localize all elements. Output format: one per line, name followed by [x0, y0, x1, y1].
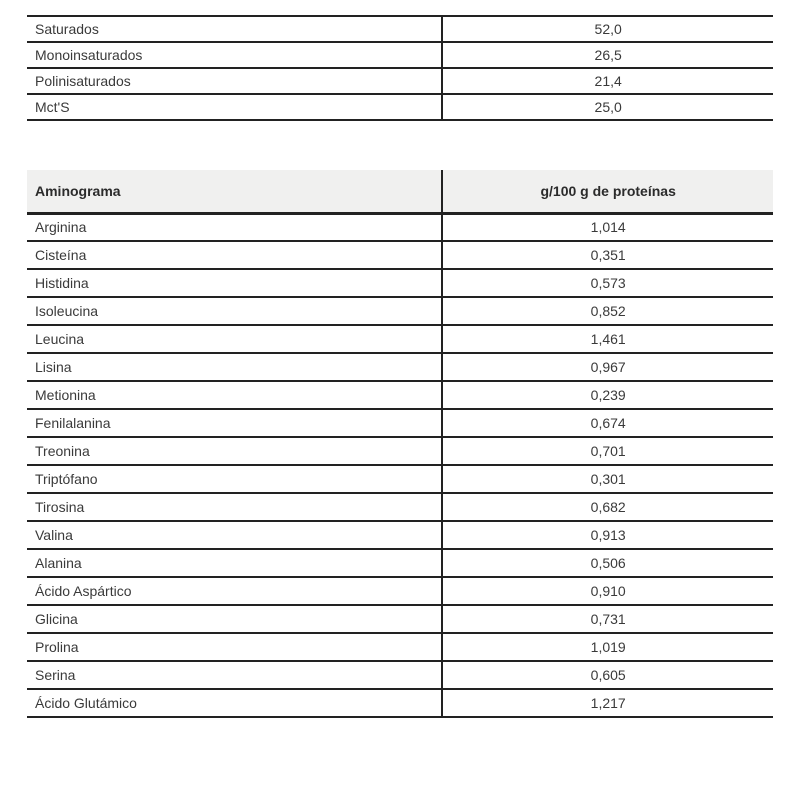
row-value-cell: 0,605 — [590, 667, 626, 683]
row-label-cell: Ácido Glutámico — [27, 689, 442, 717]
table-row — [27, 325, 773, 353]
table-row — [27, 493, 773, 521]
table-row — [27, 241, 773, 269]
row-value-cell: 26,5 — [594, 47, 622, 63]
row-value-cell: 1,019 — [590, 639, 626, 655]
row-label-cell: Cisteína — [27, 241, 442, 269]
row-value-cell: 1,461 — [590, 331, 626, 347]
table-row — [27, 353, 773, 381]
row-label-cell: Glicina — [27, 605, 442, 633]
table-row — [27, 661, 773, 689]
row-label-cell: Metionina — [27, 381, 442, 409]
row-label-cell: Fenilalanina — [27, 409, 442, 437]
row-value-cell: 0,301 — [590, 471, 626, 487]
row-label-cell: Isoleucina — [27, 297, 442, 325]
row-label-cell: Arginina — [27, 213, 442, 241]
row-label-cell: Treonina — [27, 437, 442, 465]
table-row — [27, 42, 773, 68]
table-row — [27, 269, 773, 297]
table-row — [27, 213, 773, 241]
table-row — [27, 577, 773, 605]
row-label-cell: Tirosina — [27, 493, 442, 521]
row-value-cell: 0,701 — [590, 443, 626, 459]
row-label-cell: Serina — [27, 661, 442, 689]
row-value-cell: 52,0 — [594, 21, 622, 37]
table-row — [27, 68, 773, 94]
row-value-cell: 0,351 — [590, 247, 626, 263]
row-label-cell: Polinisaturados — [27, 68, 442, 94]
table-row — [27, 689, 773, 717]
row-value-cell: 0,682 — [590, 499, 626, 515]
table-row — [27, 381, 773, 409]
table-row — [27, 465, 773, 493]
table-row — [27, 16, 773, 42]
row-value-cell: 0,910 — [590, 583, 626, 599]
table-row — [27, 521, 773, 549]
row-value-cell: 25,0 — [594, 99, 622, 115]
table-row — [27, 633, 773, 661]
lipids-table — [27, 15, 773, 121]
row-label-cell: Prolina — [27, 633, 442, 661]
row-label-cell: Ácido Aspártico — [27, 577, 442, 605]
table-row — [27, 94, 773, 120]
header-cell-units: g/100 g de proteínas — [540, 182, 676, 199]
row-label-cell: Alanina — [27, 549, 442, 577]
row-label-cell: Monoinsaturados — [27, 42, 442, 68]
aminogram-table-header — [27, 170, 773, 213]
aminogram-table-body — [27, 213, 773, 717]
row-label-cell: Valina — [27, 521, 442, 549]
row-label-cell: Lisina — [27, 353, 442, 381]
row-value-cell: 0,674 — [590, 415, 626, 431]
table-row — [27, 549, 773, 577]
row-label-cell: Triptófano — [27, 465, 442, 493]
aminogram-table — [27, 170, 773, 718]
header-cell-aminograma: Aminograma — [27, 170, 442, 213]
row-label-cell: Mct'S — [27, 94, 442, 120]
row-value-cell: 0,573 — [590, 275, 626, 291]
row-value-cell: 1,217 — [590, 695, 626, 711]
lipids-table-body — [27, 16, 773, 120]
row-label-cell: Saturados — [27, 16, 442, 42]
table-row — [27, 605, 773, 633]
row-label-cell: Histidina — [27, 269, 442, 297]
header-row — [27, 170, 773, 213]
table-row — [27, 409, 773, 437]
row-value-cell: 0,731 — [590, 611, 626, 627]
row-value-cell: 0,239 — [590, 387, 626, 403]
row-label-cell: Leucina — [27, 325, 442, 353]
row-value-cell: 0,506 — [590, 555, 626, 571]
row-value-cell: 1,014 — [590, 219, 626, 236]
row-value-cell: 21,4 — [594, 73, 622, 89]
row-value-cell: 0,967 — [590, 359, 626, 375]
row-value-cell: 0,913 — [590, 527, 626, 543]
row-value-cell: 0,852 — [590, 303, 626, 319]
table-row — [27, 437, 773, 465]
table-row — [27, 297, 773, 325]
